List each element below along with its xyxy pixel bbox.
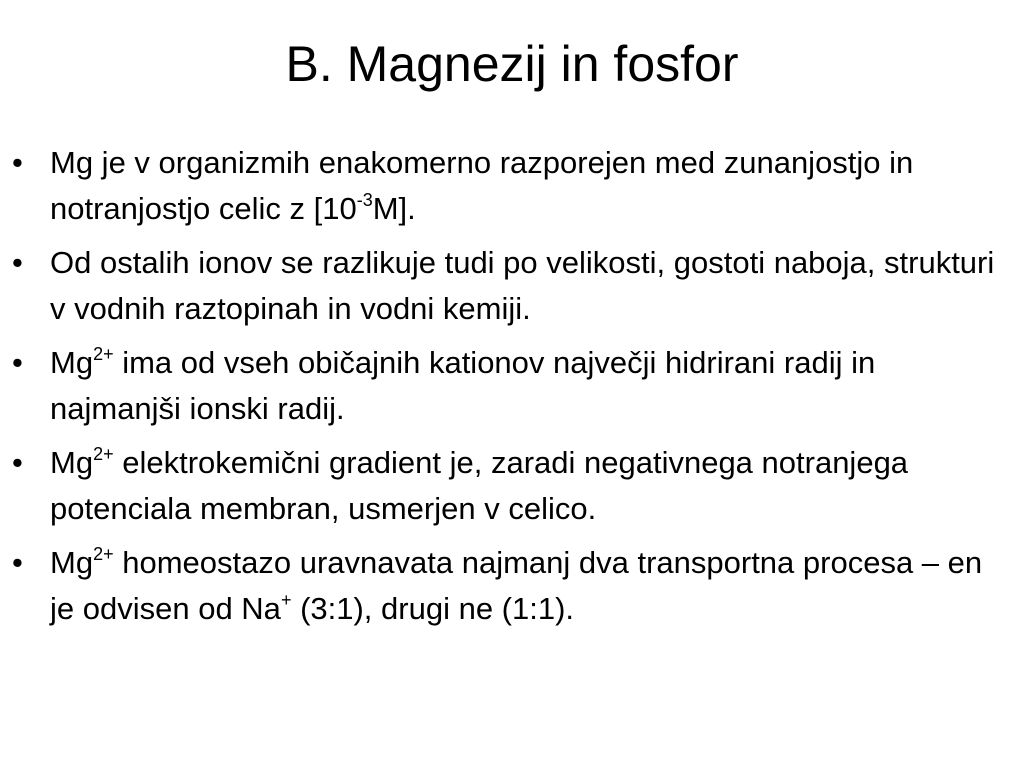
bullet-2-text: Od ostalih ionov se razlikuje tudi po velikosti, gostoti naboja, strukturi v vodnih raztopinah in vodni kemiji.	[50, 245, 995, 326]
bullet-item-3	[12, 340, 1005, 432]
bullet-dot-icon: •	[12, 545, 23, 580]
bullet-dot-icon: •	[12, 245, 23, 280]
bullet-dot-icon: •	[12, 345, 23, 380]
bullet-3-text-a: Mg	[50, 345, 94, 380]
bullet-4-text-b: elektrokemični gradient je, zaradi negativnega notranjega potenciala membran, usmerjen v celico.	[50, 445, 909, 526]
bullet-5-superscript-b: +	[280, 589, 292, 610]
bullet-item-4	[12, 440, 1005, 532]
bullet-4-text-a: Mg	[50, 445, 94, 480]
bullet-item-5	[12, 540, 1005, 632]
bullet-list	[12, 140, 1005, 640]
bullet-3-superscript: 2+	[93, 343, 114, 364]
bullet-5-text-c: (3:1), drugi ne (1:1).	[291, 591, 575, 626]
bullet-1-text-b: M].	[372, 191, 416, 226]
bullet-5-text-a: Mg	[50, 545, 94, 580]
bullet-5-superscript-a: 2+	[93, 543, 114, 564]
bullet-dot-icon: •	[12, 145, 23, 180]
bullet-item-2	[12, 240, 1005, 332]
bullet-dot-icon: •	[12, 445, 23, 480]
bullet-1-superscript: -3	[356, 189, 373, 210]
bullet-item-1	[12, 140, 1005, 232]
bullet-4-superscript: 2+	[93, 443, 114, 464]
slide-title: B. Magnezij in fosfor	[285, 36, 739, 92]
bullet-5-text-b: homeostazo uravnavata najmanj dva transportna procesa – en je odvisen od Na	[50, 545, 983, 626]
bullet-1-text-a: Mg je v organizmih enakomerno razporejen med zunanjostjo in notranjostjo celic z [10	[50, 145, 914, 226]
bullet-3-text-b: ima od vseh običajnih kationov največji hidrirani radij in najmanjši ionski radij.	[50, 345, 876, 426]
